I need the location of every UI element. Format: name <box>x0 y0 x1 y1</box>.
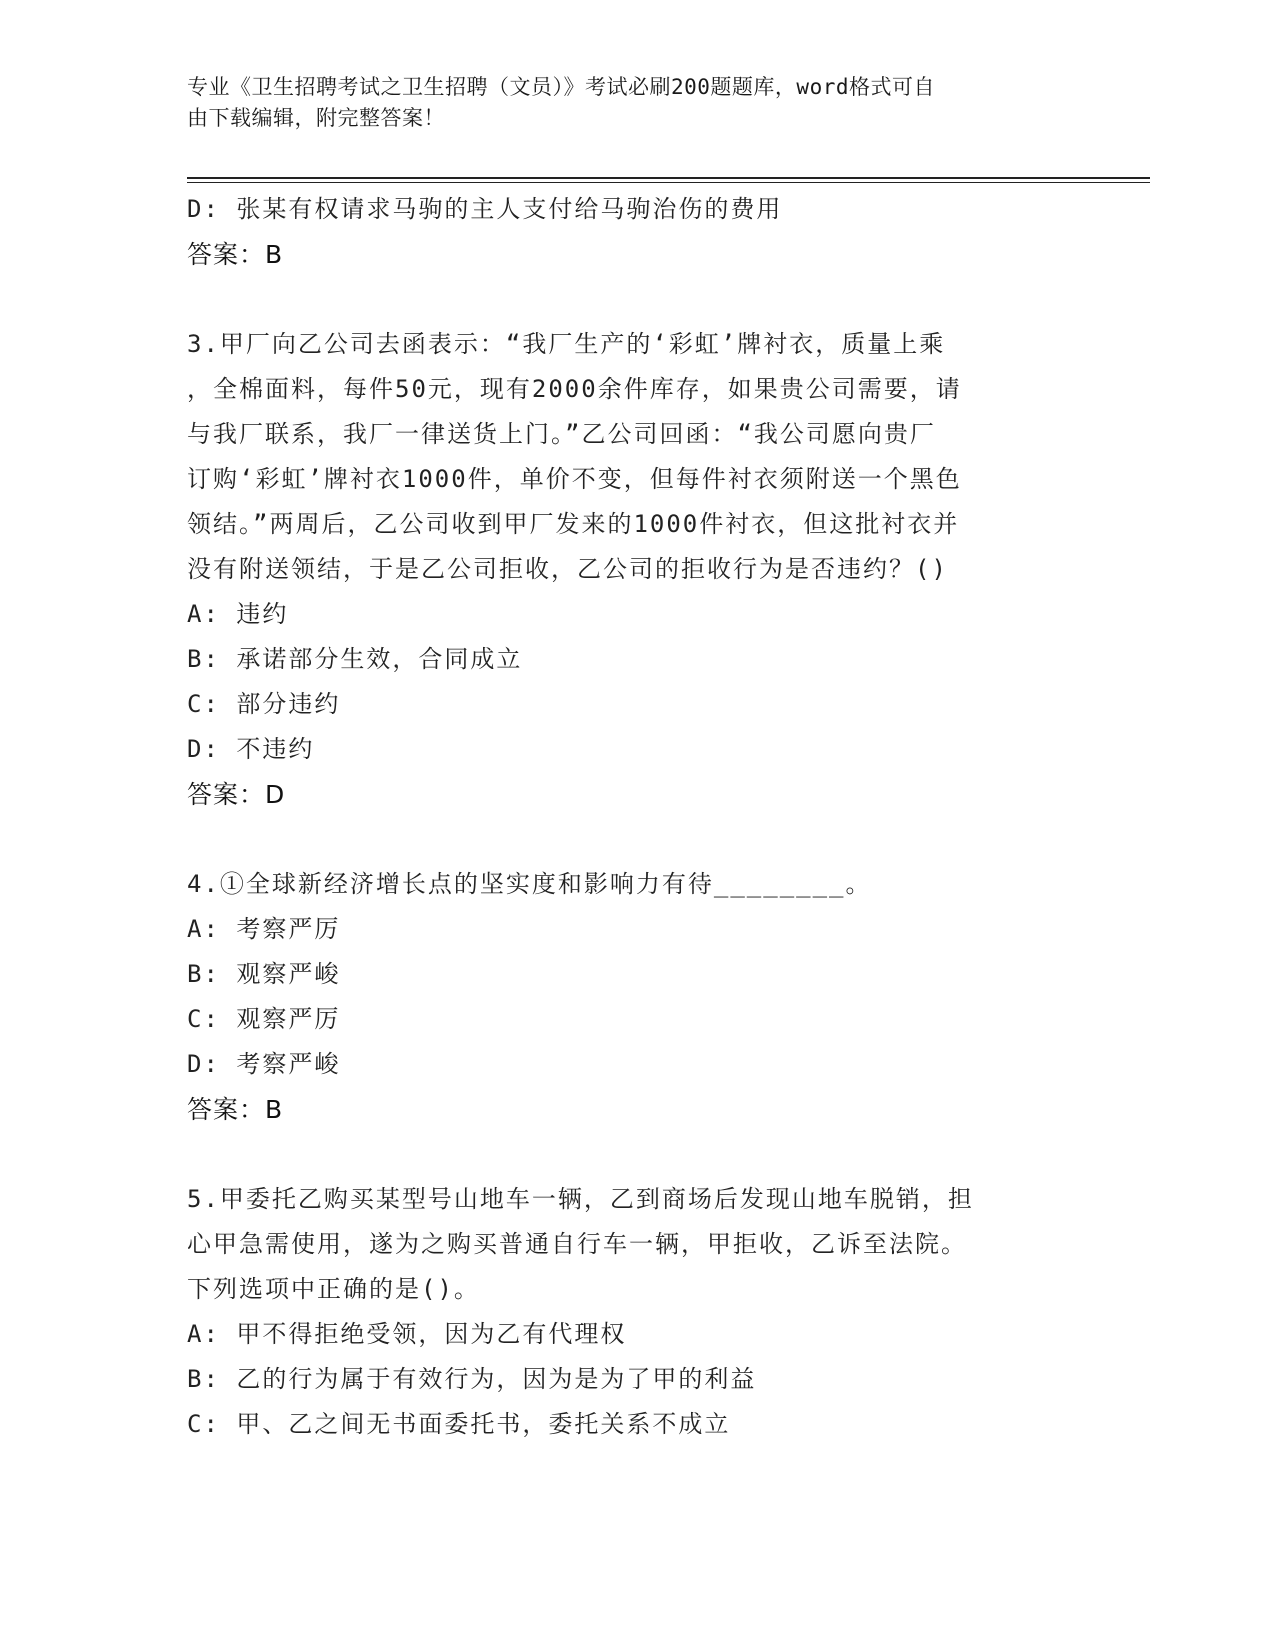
question-text-line: 没有附送领结，于是乙公司拒收，乙公司的拒收行为是否违约？() <box>187 555 948 583</box>
question-text-line: 3.甲厂向乙公司去函表示：“我厂生产的‘彩虹’牌衬衣，质量上乘 <box>187 330 946 358</box>
option-a: A: 违约 <box>187 600 289 628</box>
question-text-line: 5.甲委托乙购买某型号山地车一辆，乙到商场后发现山地车脱销，担 <box>187 1185 974 1213</box>
question-text-line: ，全棉面料，每件50元，现有2000余件库存，如果贵公司需要，请 <box>187 375 962 403</box>
option-b: B: 承诺部分生效，合同成立 <box>187 645 523 673</box>
header-line-2: 由下载编辑，附完整答案！ <box>187 106 445 130</box>
answer-line: 答案：B <box>187 240 284 269</box>
spacer <box>187 817 1067 862</box>
spacer <box>187 277 1067 322</box>
option-d: D: 考察严峻 <box>187 1050 341 1078</box>
question-2-tail <box>187 187 1067 277</box>
question-text-line: 心甲急需使用，遂为之购买普通自行车一辆，甲拒收，乙诉至法院。 <box>187 1230 967 1258</box>
option-a: A: 甲不得拒绝受领，因为乙有代理权 <box>187 1320 627 1348</box>
spacer <box>187 1132 1067 1177</box>
option-c: C: 部分违约 <box>187 690 341 718</box>
question-text-line: 订购‘彩虹’牌衬衣1000件，单价不变，但每件衬衣须附送一个黑色 <box>187 465 962 493</box>
question-5 <box>187 1177 1067 1447</box>
option-b: B: 观察严峻 <box>187 960 341 988</box>
option-b: B: 乙的行为属于有效行为，因为是为了甲的利益 <box>187 1365 757 1393</box>
option-d: D: 张某有权请求马驹的主人支付给马驹治伤的费用 <box>187 195 783 223</box>
option-c: C: 观察严厉 <box>187 1005 341 1033</box>
header-line-1: 专业《卫生招聘考试之卫生招聘（文员）》考试必刷200题题库，word格式可自 <box>187 75 935 99</box>
answer-line: 答案：D <box>187 780 286 809</box>
question-text-line: 下列选项中正确的是()。 <box>187 1275 480 1303</box>
page-header <box>187 72 1067 134</box>
option-d: D: 不违约 <box>187 735 315 763</box>
option-a: A: 考察严厉 <box>187 915 341 943</box>
document-body <box>187 187 1067 1447</box>
header-divider-thin <box>187 182 1150 183</box>
answer-line: 答案：B <box>187 1095 284 1124</box>
question-4 <box>187 862 1067 1132</box>
header-divider-thick <box>187 177 1150 179</box>
option-c: C: 甲、乙之间无书面委托书，委托关系不成立 <box>187 1410 731 1438</box>
question-text-line: 4.①全球新经济增长点的坚实度和影响力有待________。 <box>187 870 872 898</box>
question-text-line: 领结。”两周后，乙公司收到甲厂发来的1000件衬衣，但这批衬衣并 <box>187 510 960 538</box>
question-3 <box>187 322 1067 817</box>
question-text-line: 与我厂联系，我厂一律送货上门。”乙公司回函：“我公司愿向贵厂 <box>187 420 936 448</box>
